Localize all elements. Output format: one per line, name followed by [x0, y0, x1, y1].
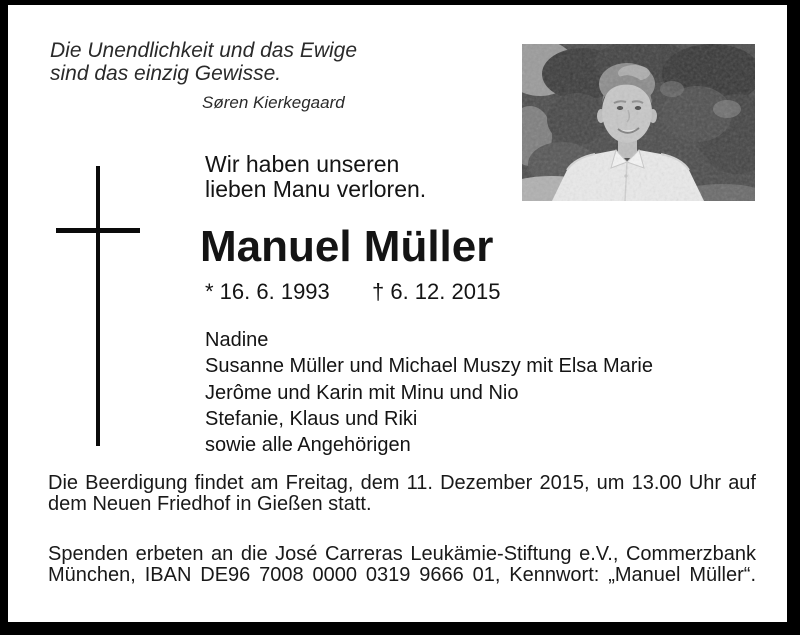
quote-line-1: Die Unendlichkeit und das Ewige [50, 39, 358, 62]
cross-vertical-bar [96, 166, 100, 446]
donation-line-1: Spenden erbeten an die José Carreras Leukämie-Stiftung e.V., Commerzbank [48, 543, 756, 565]
quote-attribution: Søren Kierkegaard [202, 93, 345, 112]
mourners-list [205, 327, 653, 458]
mourner-line: sowie alle Angehörigen [205, 434, 411, 457]
birth-date: * 16. 6. 1993 [205, 279, 330, 304]
intro-line-2: lieben Manu verloren. [205, 176, 427, 202]
mourner-line: Nadine [205, 329, 269, 351]
funeral-line-2: dem Neuen Friedhof in Gießen statt. [48, 492, 372, 515]
mourner-line: Jerôme und Karin mit Minu und Nio [205, 381, 519, 404]
funeral-line-1: Die Beerdigung findet am Freitag, dem 11. Dezember 2015, um 13.00 Uhr auf [48, 472, 756, 494]
cross-horizontal-bar [56, 228, 140, 233]
life-dates [205, 279, 500, 305]
donation-line-2: München, IBAN DE96 7008 0000 0319 9666 01, Kennwort: „Manuel Müller“. [48, 563, 756, 586]
death-date: † 6. 12. 2015 [372, 279, 501, 304]
portrait-photo [522, 44, 755, 201]
deceased-name: Manuel Müller [200, 222, 494, 271]
funeral-info [48, 473, 756, 514]
obituary-card [8, 5, 787, 622]
intro-text [205, 152, 426, 202]
cross-icon [56, 166, 140, 446]
donation-info [48, 544, 756, 585]
mourner-line: Stefanie, Klaus und Riki [205, 407, 418, 430]
intro-line-1: Wir haben unseren [205, 151, 400, 177]
mourner-line: Susanne Müller und Michael Muszy mit Elsa Marie [205, 355, 653, 378]
quote-line-2: sind das einzig Gewisse. [50, 62, 282, 85]
photo-grain-overlay [522, 44, 755, 201]
memorial-quote [50, 39, 357, 114]
